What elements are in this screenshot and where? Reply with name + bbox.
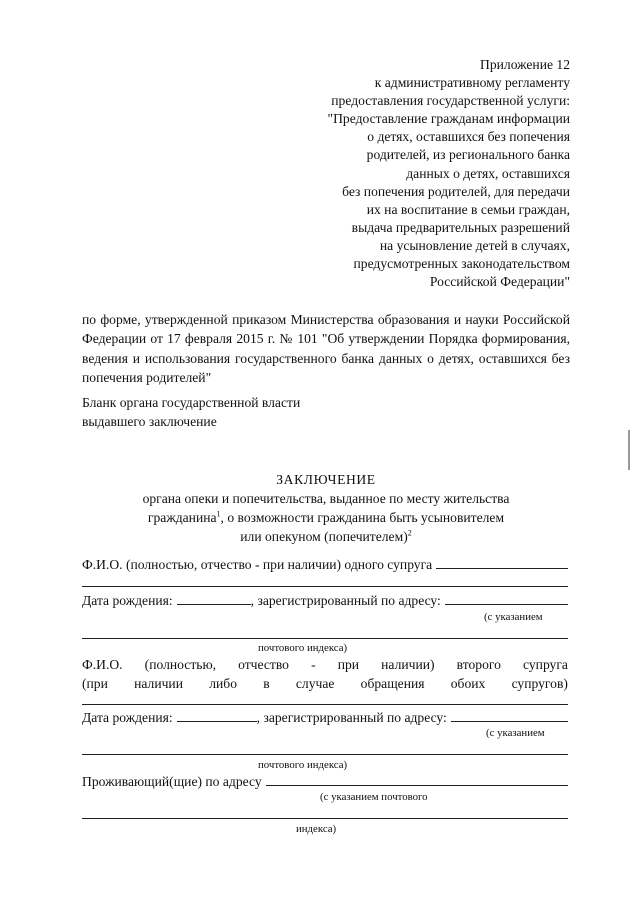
fio2-word: либо (209, 676, 237, 691)
address-spouse2-field-continued[interactable] (82, 754, 568, 755)
dob-spouse1-row (82, 591, 568, 609)
residence-address-field[interactable] (266, 772, 568, 786)
residence-address-field-continued[interactable] (82, 818, 568, 819)
appendix-line: "Предоставление гражданам информации (327, 111, 570, 127)
appendix-line: данных о детях, оставшихся (406, 165, 570, 181)
fio2-word: второго (456, 657, 501, 672)
appendix-line: о детях, оставшихся без попечения (367, 129, 570, 145)
dob-spouse2-field[interactable] (177, 708, 257, 722)
appendix-line: их на воспитание в семьи граждан, (366, 201, 570, 217)
address-hint-1b: почтового индекса) (258, 642, 348, 654)
subtitle-text: , о возможности гражданина быть усыновителем (220, 510, 505, 525)
appendix-line: родителей, из регионального банка (366, 147, 570, 163)
footnote-ref-2: 2 (407, 528, 412, 538)
blank-line-2: выдавшего заключение (82, 414, 217, 429)
conclusion-subtitle-1: органа опеки и попечительства, выданное по месту жительства (142, 491, 510, 506)
address-hint-2a: (с указанием (486, 727, 545, 739)
fio2-word: (при (82, 676, 108, 691)
reg-spouse2-label: , зарегистрированный по адресу: (256, 710, 447, 725)
fio2-word: супруга (523, 657, 568, 672)
fio2-word: случае (295, 676, 335, 691)
appendix-line: на усыновление детей в случаях, (379, 237, 570, 253)
reg-spouse1-label: , зарегистрированный по адресу: (250, 593, 441, 608)
issuing-authority-blank (82, 393, 382, 431)
fio2-word: Ф.И.О. (82, 657, 123, 672)
fio2-word: супругов) (511, 676, 568, 691)
dob-spouse1-field[interactable] (177, 591, 251, 605)
fio-spouse2-field[interactable] (82, 704, 568, 705)
fio-spouse2-row (82, 656, 568, 674)
conclusion-subtitle-3 (82, 527, 570, 546)
conclusion-subtitle-2 (82, 508, 570, 527)
fio2-word: обоих (450, 676, 486, 691)
address-spouse2-field[interactable] (451, 708, 568, 722)
appendix-line: к административному регламенту (374, 75, 570, 91)
fio2-word: обращения (360, 676, 425, 691)
subtitle-text: гражданина (147, 510, 217, 525)
preamble-paragraph: по форме, утвержденной приказом Министерства образования и науки Российской Федерации от 17 февраля 2015 г. № 101 "Об утверждении Порядка формирования, ведения и использования государственного банка данных о детях, оставшихся без попечения родителей" (82, 312, 570, 386)
fio2-word: наличии) (381, 657, 435, 672)
address-spouse1-field-continued[interactable] (82, 638, 568, 639)
appendix-line: Приложение 12 (480, 57, 570, 72)
fio2-word: - (311, 657, 316, 672)
fio-spouse1-label: Ф.И.О. (полностью, отчество - при наличии) одного супруга (82, 557, 433, 572)
blank-line-1: Бланк органа государственной власти (82, 395, 301, 410)
appendix-header (270, 56, 570, 291)
subtitle-text: или опекуном (попечителем) (240, 529, 408, 544)
appendix-line: выдача предварительных разрешений (351, 219, 570, 235)
scan-edge-mark (628, 430, 630, 470)
fio2-word: (полностью, (144, 657, 217, 672)
address-spouse1-field[interactable] (445, 591, 568, 605)
address-hint-1a: (с указанием (484, 611, 543, 623)
residence-hint-a: (с указанием почтового (320, 791, 428, 803)
fio2-word: при (337, 657, 360, 672)
footnote-ref-1: 1 (216, 509, 221, 519)
fio2-word: в (263, 676, 270, 691)
residence-label: Проживающий(щие) по адресу (82, 774, 262, 789)
address-hint-2b: почтового индекса) (258, 759, 348, 771)
fio-spouse1-field[interactable] (436, 555, 568, 569)
appendix-line: предоставления государственной услуги: (331, 93, 570, 109)
dob-spouse1-label: Дата рождения: (82, 593, 173, 608)
appendix-line: без попечения родителей, для передачи (342, 183, 570, 199)
fio2-word: наличии (134, 676, 183, 691)
fio-spouse1-field-continued[interactable] (82, 586, 568, 587)
appendix-line: предусмотренных законодательством (353, 256, 570, 272)
dob-spouse2-label: Дата рождения: (82, 710, 173, 725)
dob-spouse2-row (82, 708, 568, 726)
conclusion-heading: ЗАКЛЮЧЕНИЕ (276, 472, 376, 487)
appendix-line: Российской Федерации" (429, 274, 570, 290)
fio-spouse2-row-2 (82, 675, 568, 693)
fio2-word: отчество (238, 657, 289, 672)
fio-spouse1-row (82, 555, 568, 573)
residence-row (82, 772, 568, 790)
conclusion-title-block (82, 470, 570, 546)
residence-hint-b: индекса) (296, 823, 337, 835)
